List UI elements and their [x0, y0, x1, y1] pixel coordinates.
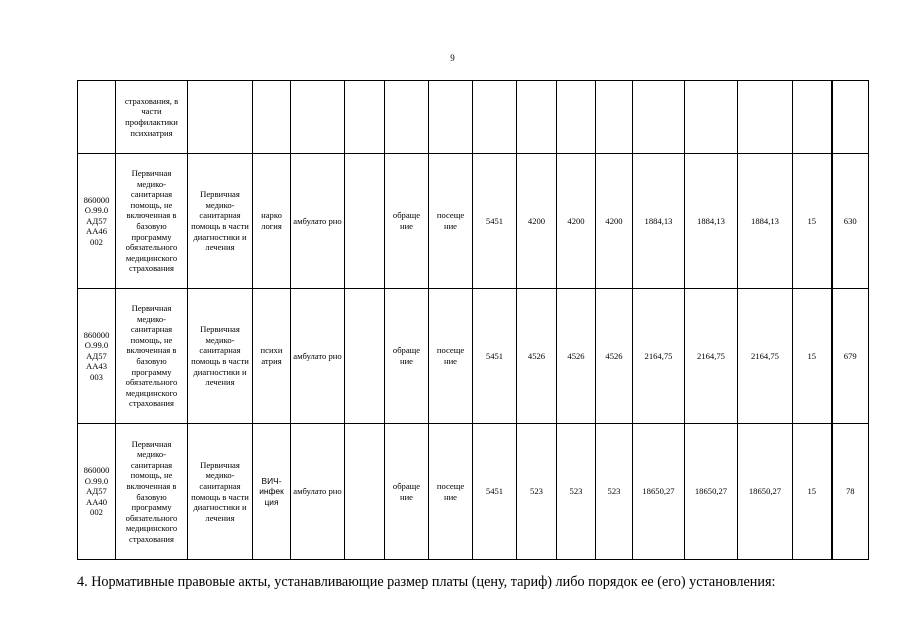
- table-row: [78, 81, 869, 154]
- registry-number-cell: 860000 О.99.0 АД57 АА40 002: [78, 424, 116, 560]
- service-type-cell: [188, 81, 253, 154]
- value-cell: 523: [596, 424, 633, 560]
- tariff-cell: 18650,27: [738, 424, 793, 560]
- condition-cell: [291, 81, 345, 154]
- condition-cell: амбулато рно: [291, 424, 345, 560]
- profile-cell: ВИЧ-инфек ция: [253, 424, 291, 560]
- count-cell: 679: [832, 289, 869, 424]
- unit-code-cell: 5451: [473, 424, 517, 560]
- unit-name-cell: [385, 81, 429, 154]
- percent-cell: 15: [793, 154, 832, 289]
- unit-code-cell: [473, 81, 517, 154]
- unit-kind-cell: [429, 81, 473, 154]
- service-name-cell: Первичная медико-санитарная помощь, не включенная в базовую программу обязательного медицинского страхования: [116, 154, 188, 289]
- count-cell: 78: [832, 424, 869, 560]
- tariff-cell: [633, 81, 685, 154]
- service-name-cell: Первичная медико-санитарная помощь, не включенная в базовую программу обязательного медицинского страхования: [116, 289, 188, 424]
- value-cell: 523: [517, 424, 557, 560]
- condition-cell: амбулато рно: [291, 154, 345, 289]
- service-type-cell: Первичная медико-санитарная помощь в части диагностики и лечения: [188, 154, 253, 289]
- services-table: [77, 80, 869, 560]
- tariff-cell: [738, 81, 793, 154]
- tariff-cell: 1884,13: [685, 154, 738, 289]
- percent-cell: 15: [793, 424, 832, 560]
- tariff-cell: [685, 81, 738, 154]
- profile-cell: нарко логия: [253, 154, 291, 289]
- empty-cell: [345, 81, 385, 154]
- value-cell: 4526: [596, 289, 633, 424]
- percent-cell: [793, 81, 832, 154]
- tariff-cell: 18650,27: [685, 424, 738, 560]
- registry-number-cell: [78, 81, 116, 154]
- registry-number-cell: 860000 О.99.0 АД57 АА43 003: [78, 289, 116, 424]
- service-name-cell: страхования, в части профилактики психиатрия: [116, 81, 188, 154]
- value-cell: 4200: [557, 154, 596, 289]
- unit-code-cell: 5451: [473, 154, 517, 289]
- tariff-cell: 2164,75: [685, 289, 738, 424]
- service-type-cell: Первичная медико-санитарная помощь в части диагностики и лечения: [188, 424, 253, 560]
- service-name-cell: Первичная медико-санитарная помощь, не включенная в базовую программу обязательного медицинского страхования: [116, 424, 188, 560]
- empty-cell: [345, 424, 385, 560]
- value-cell: 4200: [517, 154, 557, 289]
- tariff-cell: 2164,75: [738, 289, 793, 424]
- unit-kind-cell: посеще ние: [429, 154, 473, 289]
- value-cell: [517, 81, 557, 154]
- value-cell: 523: [557, 424, 596, 560]
- value-cell: 4200: [596, 154, 633, 289]
- count-cell: [832, 81, 869, 154]
- value-cell: 4526: [557, 289, 596, 424]
- table-row: [78, 154, 869, 289]
- unit-kind-cell: посеще ние: [429, 424, 473, 560]
- value-cell: [596, 81, 633, 154]
- page-number: 9: [450, 53, 455, 63]
- condition-cell: амбулато рно: [291, 289, 345, 424]
- tariff-cell: 1884,13: [738, 154, 793, 289]
- percent-cell: 15: [793, 289, 832, 424]
- service-type-cell: Первичная медико-санитарная помощь в части диагностики и лечения: [188, 289, 253, 424]
- tariff-cell: 2164,75: [633, 289, 685, 424]
- profile-cell: психи атрия: [253, 289, 291, 424]
- table-row: [78, 289, 869, 424]
- empty-cell: [345, 154, 385, 289]
- unit-name-cell: обраще ние: [385, 424, 429, 560]
- unit-name-cell: обраще ние: [385, 154, 429, 289]
- registry-number-cell: 860000 О.99.0 АД57 АА46 002: [78, 154, 116, 289]
- tariff-cell: 1884,13: [633, 154, 685, 289]
- tariff-cell: 18650,27: [633, 424, 685, 560]
- unit-name-cell: обраще ние: [385, 289, 429, 424]
- unit-code-cell: 5451: [473, 289, 517, 424]
- value-cell: [557, 81, 596, 154]
- empty-cell: [345, 289, 385, 424]
- unit-kind-cell: посеще ние: [429, 289, 473, 424]
- profile-cell: [253, 81, 291, 154]
- footer-heading: 4. Нормативные правовые акты, устанавливающие размер платы (цену, тариф) либо порядок ее (его) установления:: [77, 574, 776, 590]
- table-row: [78, 424, 869, 560]
- value-cell: 4526: [517, 289, 557, 424]
- count-cell: 630: [832, 154, 869, 289]
